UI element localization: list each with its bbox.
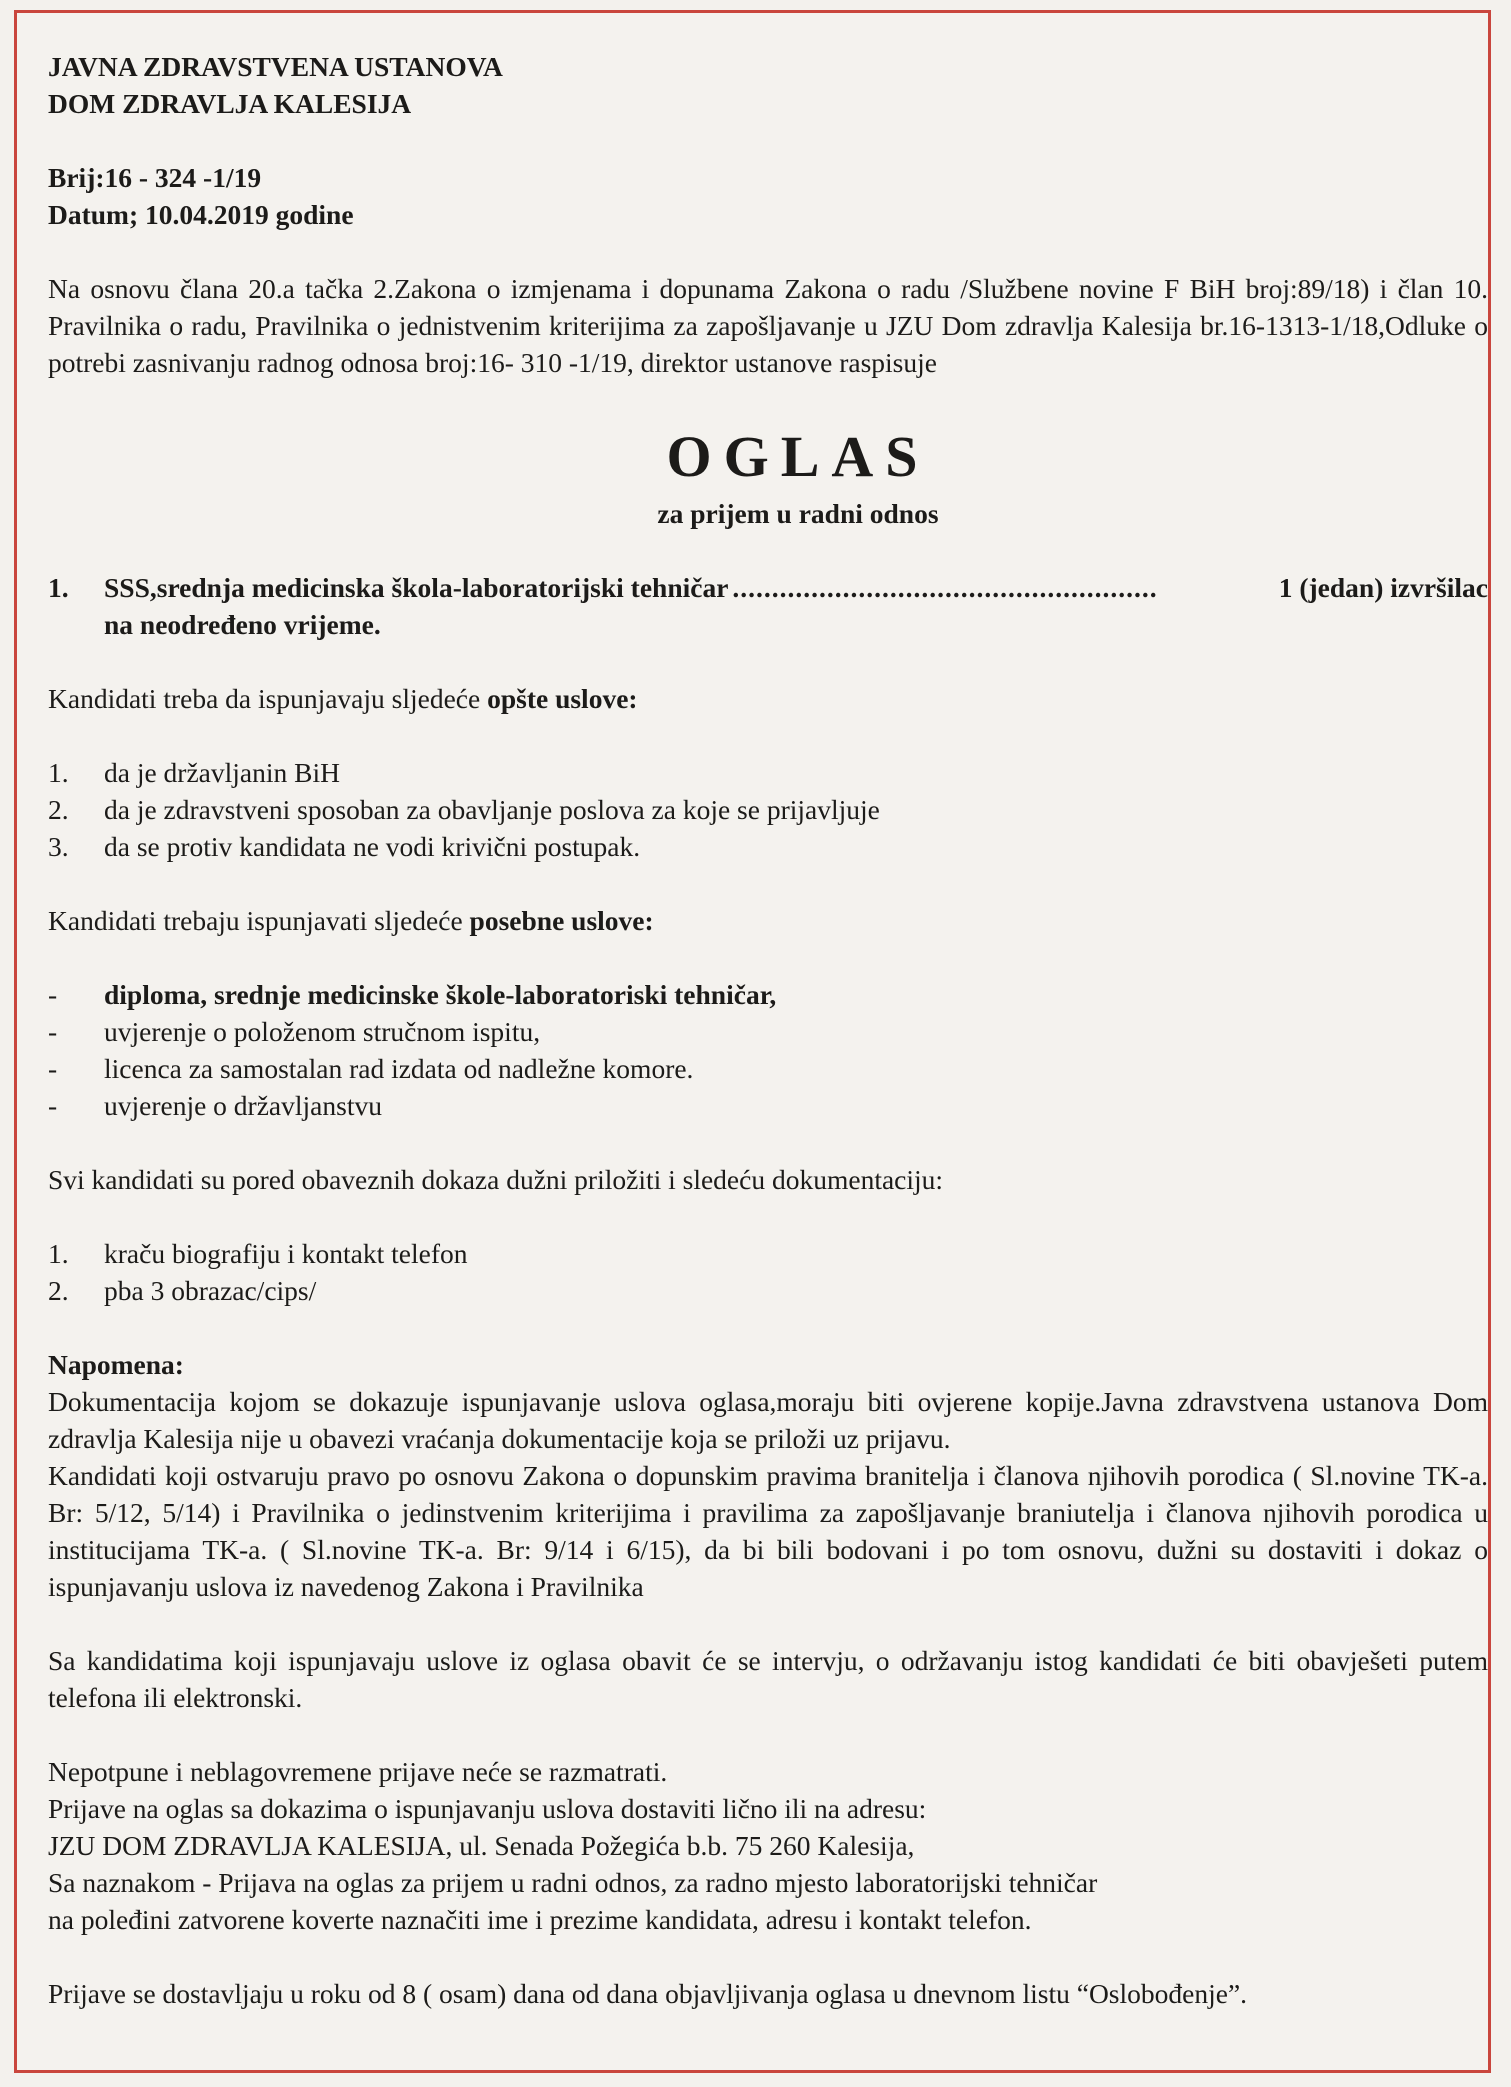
reference-number: Brij:16 - 324 -1/19 [48, 162, 262, 193]
submission-line-5: na poleđini zatvorene koverte naznačiti ime i prezime kandidata, adresu i kontakt telefon. [48, 1904, 1032, 1935]
list-item: 2. pba 3 obrazac/cips/ [48, 1275, 317, 1306]
note-paragraph-2: Kandidati koji ostvaruju pravo po osnovu Zakona o dopunskim pravima branitelja i članova njihovih porodica ( Sl.novine TK-a. Br: 5/12, 5/14) i Pravilnika o jedinstvenim kriterijima i pravilima za zapošljavanje braniutelja i članova njihovih porodica u institucijama TK-a. ( Sl.novine TK-a. Br: 9/14 i 6/15), da bi bili bodovani i po tom osnovu, dužni su dostaviti i dokaz o ispunjavanju uslova iz navedenog Zakona i Pravilnika [48, 1460, 1488, 1602]
position-count: 1 (jedan) izvršilac [1278, 572, 1488, 603]
list-item: - uvjerenje o položenom stručnom ispitu, [48, 1016, 541, 1047]
position-entry [48, 569, 1488, 643]
list-item: 1. da je državljanin BiH [48, 757, 340, 788]
list-item: 1. kraču biografiju i kontakt telefon [48, 1238, 468, 1269]
document-date: Datum; 10.04.2019 godine [48, 199, 354, 230]
list-item: 3. da se protiv kandidata ne vodi krivični postupak. [48, 831, 641, 862]
list-item: - diploma, srednje medicinske škole-laboratoriski tehničar, [48, 979, 777, 1010]
page-title: OGLAS [666, 424, 930, 489]
general-conditions-list [48, 754, 1488, 865]
submission-line-4: Sa naznakom - Prijava na oglas za prijem u radni odnos, za radno mjesto laboratorijski tehničar [48, 1867, 1098, 1898]
deadline-paragraph: Prijave se dostavljaju u roku od 8 ( osam) dana od dana objavljivanja oglasa u dnevnom listu “Oslobođenje”. [48, 1978, 1248, 2009]
document-body [48, 48, 1488, 2012]
position-term: na neodređeno vrijeme. [104, 609, 381, 640]
note-heading: Napomena: [48, 1349, 184, 1380]
list-item: - licenca za samostalan rad izdata od nadležne komore. [48, 1053, 694, 1084]
interview-paragraph: Sa kandidatima koji ispunjavaju uslove iz oglasa obavit će se intervju, o održavanju istog kandidati će biti obavješeti putem telefona ili elektronski. [48, 1645, 1488, 1713]
institution-name-line1: JAVNA ZDRAVSTVENA USTANOVA [48, 51, 503, 82]
intro-paragraph: Na osnovu člana 20.a tačka 2.Zakona o izmjenama i dopunama Zakona o radu /Službene novine F BiH broj:89/18) i član 10. Pravilnika o radu, Pravilnika o jednistvenim kriterijima za zapošljavanje u JZU Dom zdravlja Kalesija br.16-1313-1/18,Odluke o potrebi zasnivanju radnog odnosa broj:16- 310 -1/19, direktor ustanove raspisuje [48, 273, 1488, 378]
submission-line-1: Nepotpune i neblagovremene prijave neće se razmatrati. [48, 1756, 668, 1787]
list-item: - uvjerenje o državljanstvu [48, 1090, 382, 1121]
institution-name-line2: DOM ZDRAVLJA KALESIJA [48, 88, 412, 119]
submission-line-2: Prijave na oglas sa dokazima o ispunjavanju uslova dostaviti lično ili na adresu: [48, 1793, 927, 1824]
submission-address: JZU DOM ZDRAVLJA KALESIJA, ul. Senada Požegića b.b. 75 260 Kalesija, [48, 1830, 915, 1861]
position-number: 1. [48, 572, 69, 603]
page-subtitle: za prijem u radni odnos [657, 498, 939, 529]
position-name: SSS,srednja medicinska škola-laboratorijski tehničar [104, 572, 729, 603]
position-leader-dots: ...................................................... [732, 572, 1158, 603]
special-conditions-intro: Kandidati trebaju ispunjavati sljedeće posebne uslove: [48, 905, 654, 936]
list-item: 2. da je zdravstveni sposoban za obavljanje poslova za koje se prijavljuje [48, 794, 880, 825]
documents-list [48, 1235, 1488, 1309]
special-conditions-list [48, 976, 1488, 1124]
documents-intro: Svi kandidati su pored obaveznih dokaza dužni priložiti i sledeću dokumentaciju: [48, 1164, 944, 1195]
document-page [14, 10, 1491, 2073]
note-paragraph-1: Dokumentacija kojom se dokazuje ispunjavanje uslova oglasa,moraju biti ovjerene kopije.Javna zdravstvena ustanova Dom zdravlja Kalesija nije u obavezi vraćanja dokumentacije koja se priloži uz prijavu. [48, 1386, 1488, 1454]
general-conditions-intro: Kandidati treba da ispunjavaju sljedeće opšte uslove: [48, 683, 638, 714]
